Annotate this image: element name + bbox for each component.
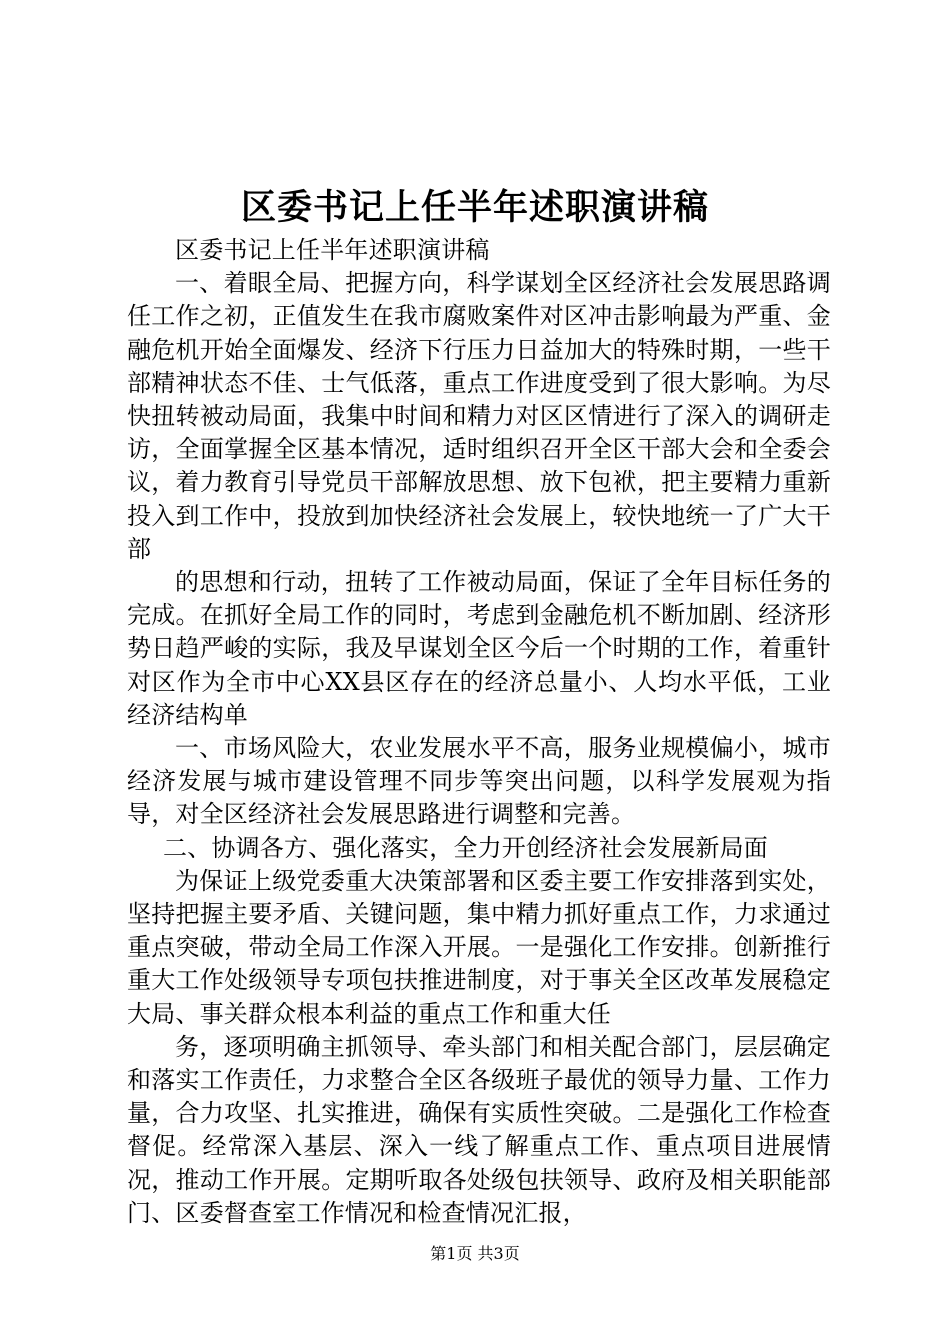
paragraph-section-two-heading: 二、协调各方、强化落实，全力开创经济社会发展新局面: [163, 833, 768, 862]
paragraph-continuation-1: 的思想和行动，扭转了工作被动局面，保证了全年目标任务的完成。在抓好全局工作的同时，考虑到金融危机不断加剧、经济形势日趋严峻的实际，我及早谋划全区今后一个时期的工作，着重针对区作为全市中心XX县区存在的经济总量小、人均水平低，工业经济结构单: [127, 568, 831, 729]
document-body: [127, 234, 831, 1230]
paragraph-heading-repeat: 区委书记上任半年述职演讲稿: [175, 236, 490, 264]
paragraph-section-two-body: 为保证上级党委重大决策部署和区委主要工作安排落到实处，坚持把握主要矛盾、关键问题，集中精力抓好重点工作，力求通过重点突破，带动全局工作深入开展。一是强化工作安排。创新推行重大工作处级领导专项包扶推进制度，对于事关全区改革发展稳定大局、事关群众根本利益的重点工作和重大任: [127, 866, 831, 1028]
paragraph-continuation-3: 务，逐项明确主抓领导、牵头部门和相关配合部门，层层确定和落实工作责任，力求整合全区各级班子最优的领导力量、工作力量，合力攻坚、扎实推进，确保有实质性突破。二是强化工作检查督促。经常深入基层、深入一线了解重点工作、重点项目进展情况，推动工作开展。定期听取各处级包扶领导、政府及相关职能部门、区委督查室工作情况和检查情况汇报，: [127, 1032, 831, 1227]
page-number-footer: 第1页 共3页: [430, 1244, 520, 1263]
document-title: 区委书记上任半年述职演讲稿: [240, 187, 709, 228]
paragraph-continuation-2: 一、市场风险大，农业发展水平不高，服务业规模偏小，城市经济发展与城市建设管理不同步等突出问题，以科学发展观为指导，对全区经济社会发展思路进行调整和完善。: [127, 734, 831, 829]
paragraph-section-one: 一、着眼全局、把握方向，科学谋划全区经济社会发展思路调任工作之初，正值发生在我市腐败案件对区冲击影响最为严重、金融危机开始全面爆发、经济下行压力日益加大的特殊时期，一些干部精神状态不佳、士气低落，重点工作进度受到了很大影响。为尽快扭转被动局面，我集中时间和精力对区区情进行了深入的调研走访，全面掌握全区基本情况，适时组织召开全区干部大会和全委会议，着力教育引导党员干部解放思想、放下包袱，把主要精力重新投入到工作中，投放到加快经济社会发展上，较快地统一了广大干部: [127, 269, 831, 563]
